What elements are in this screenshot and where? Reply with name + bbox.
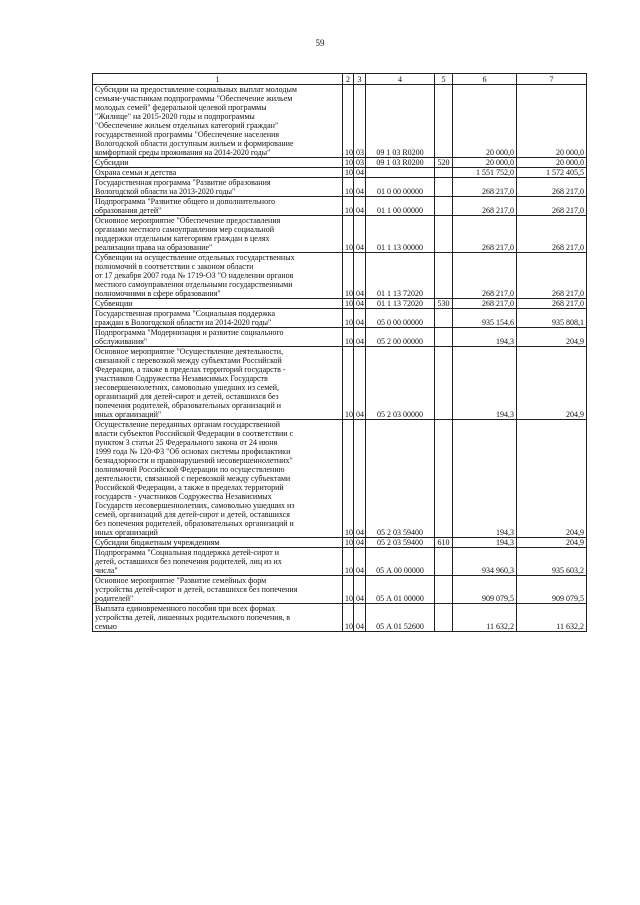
row-subsection-cell: 04 <box>354 178 366 197</box>
row-section-cell: 10 <box>343 328 354 347</box>
row-amount-year1-cell: 194,3 <box>453 347 517 420</box>
row-name-cell: Основное мероприятие "Обеспечение предоставления органами местного самоуправления мер социальной поддержки отдельным категориям граждан в целях реализации права на образование" <box>93 216 343 253</box>
table-row <box>93 178 587 197</box>
table-row <box>93 85 587 158</box>
row-expense-type-cell <box>435 347 453 420</box>
table-row <box>93 309 587 328</box>
row-target-article-cell: 01 1 13 72020 <box>366 299 435 309</box>
row-expense-type-cell <box>435 576 453 604</box>
row-name-cell: Выплата единовременного пособия при всех формах устройства детей, лишенных родительского попечения, в семью <box>93 604 343 632</box>
row-subsection-cell: 04 <box>354 253 366 299</box>
row-name-cell: Субвенции <box>93 299 343 309</box>
row-amount-year1-cell: 1 551 752,0 <box>453 168 517 178</box>
row-name-cell: Государственная программа "Развитие образования Вологодской области на 2013-2020 годы" <box>93 178 343 197</box>
row-amount-year2-cell: 935 808,1 <box>517 309 587 328</box>
row-expense-type-cell <box>435 216 453 253</box>
table-row <box>93 548 587 576</box>
row-name-cell: Субсидии бюджетным учреждениям <box>93 538 343 548</box>
row-target-article-cell: 05 2 00 00000 <box>366 328 435 347</box>
row-section-cell: 10 <box>343 158 354 168</box>
row-target-article-cell: 05 2 03 59400 <box>366 538 435 548</box>
header-col-2: 2 <box>343 74 354 85</box>
row-section-cell: 10 <box>343 604 354 632</box>
row-section-cell: 10 <box>343 216 354 253</box>
row-amount-year1-cell: 934 960,3 <box>453 548 517 576</box>
row-expense-type-cell: 610 <box>435 538 453 548</box>
row-target-article-cell: 05 А 00 00000 <box>366 548 435 576</box>
row-amount-year2-cell: 11 632,2 <box>517 604 587 632</box>
header-col-6: 6 <box>453 74 517 85</box>
row-amount-year2-cell: 268 217,0 <box>517 178 587 197</box>
header-col-4: 4 <box>366 74 435 85</box>
row-section-cell: 10 <box>343 168 354 178</box>
row-subsection-cell: 04 <box>354 197 366 216</box>
row-section-cell: 10 <box>343 309 354 328</box>
row-amount-year2-cell: 204,9 <box>517 538 587 548</box>
row-amount-year1-cell: 268 217,0 <box>453 299 517 309</box>
row-amount-year1-cell: 268 217,0 <box>453 253 517 299</box>
row-subsection-cell: 04 <box>354 420 366 538</box>
row-expense-type-cell <box>435 548 453 576</box>
row-amount-year1-cell: 194,3 <box>453 328 517 347</box>
row-section-cell: 10 <box>343 299 354 309</box>
table-row <box>93 216 587 253</box>
row-amount-year2-cell: 204,9 <box>517 347 587 420</box>
header-col-1: 1 <box>93 74 343 85</box>
row-expense-type-cell <box>435 85 453 158</box>
row-target-article-cell: 05 А 01 00000 <box>366 576 435 604</box>
row-subsection-cell: 04 <box>354 604 366 632</box>
row-amount-year1-cell: 935 154,6 <box>453 309 517 328</box>
row-amount-year1-cell: 268 217,0 <box>453 178 517 197</box>
page-number: 59 <box>315 38 325 48</box>
row-expense-type-cell <box>435 420 453 538</box>
row-section-cell: 10 <box>343 420 354 538</box>
row-section-cell: 10 <box>343 538 354 548</box>
row-name-cell: Субвенции на осуществление отдельных государственных полномочий в соответствии с законом области от 17 декабря 2007 года № 1719-ОЗ "О наделении органов местного самоуправления отдельными государственными полномочиями в сфере образования" <box>93 253 343 299</box>
row-section-cell: 10 <box>343 548 354 576</box>
row-target-article-cell: 09 1 03 R0200 <box>366 85 435 158</box>
row-subsection-cell: 04 <box>354 299 366 309</box>
row-amount-year1-cell: 20 000,0 <box>453 158 517 168</box>
table-row <box>93 347 587 420</box>
row-amount-year1-cell: 11 632,2 <box>453 604 517 632</box>
row-section-cell: 10 <box>343 347 354 420</box>
row-amount-year1-cell: 194,3 <box>453 420 517 538</box>
row-expense-type-cell <box>435 253 453 299</box>
row-expense-type-cell: 520 <box>435 158 453 168</box>
row-expense-type-cell <box>435 604 453 632</box>
row-expense-type-cell <box>435 197 453 216</box>
table-row <box>93 197 587 216</box>
row-section-cell: 10 <box>343 197 354 216</box>
header-col-5: 5 <box>435 74 453 85</box>
row-amount-year2-cell: 20 000,0 <box>517 85 587 158</box>
row-expense-type-cell: 530 <box>435 299 453 309</box>
row-target-article-cell: 05 2 03 59400 <box>366 420 435 538</box>
row-target-article-cell: 01 1 13 00000 <box>366 216 435 253</box>
table-row <box>93 158 587 168</box>
table-row <box>93 420 587 538</box>
row-expense-type-cell <box>435 328 453 347</box>
table-body <box>93 85 587 632</box>
row-amount-year1-cell: 20 000,0 <box>453 85 517 158</box>
row-name-cell: Подпрограмма "Развитие общего и дополнительного образования детей" <box>93 197 343 216</box>
row-amount-year1-cell: 268 217,0 <box>453 216 517 253</box>
row-subsection-cell: 04 <box>354 538 366 548</box>
table-row <box>93 253 587 299</box>
row-amount-year2-cell: 204,9 <box>517 420 587 538</box>
row-subsection-cell: 04 <box>354 347 366 420</box>
row-name-cell: Подпрограмма "Модернизация и развитие социального обслуживания" <box>93 328 343 347</box>
row-amount-year2-cell: 204,9 <box>517 328 587 347</box>
row-subsection-cell: 04 <box>354 328 366 347</box>
row-section-cell: 10 <box>343 253 354 299</box>
row-expense-type-cell <box>435 178 453 197</box>
row-subsection-cell: 04 <box>354 309 366 328</box>
row-target-article-cell: 09 1 03 R0200 <box>366 158 435 168</box>
row-amount-year2-cell: 20 000,0 <box>517 158 587 168</box>
row-target-article-cell: 05 2 03 00000 <box>366 347 435 420</box>
row-target-article-cell: 05 0 00 00000 <box>366 309 435 328</box>
row-subsection-cell: 04 <box>354 548 366 576</box>
row-section-cell: 10 <box>343 576 354 604</box>
row-subsection-cell: 04 <box>354 216 366 253</box>
row-target-article-cell: 01 1 00 00000 <box>366 197 435 216</box>
row-name-cell: Основное мероприятие "Развитие семейных форм устройства детей-сирот и детей, оставшихся без попечения родителей" <box>93 576 343 604</box>
row-amount-year2-cell: 268 217,0 <box>517 197 587 216</box>
row-expense-type-cell <box>435 309 453 328</box>
row-amount-year2-cell: 268 217,0 <box>517 216 587 253</box>
row-name-cell: Субсидии <box>93 158 343 168</box>
row-section-cell: 10 <box>343 85 354 158</box>
row-subsection-cell: 04 <box>354 168 366 178</box>
row-name-cell: Основное мероприятие "Осуществление деятельности, связанной с перевозкой между субъектами Российской Федерации, а также в пределах территорий государств - участников Содружества Независимых Государств несовершеннолетних, самовольно ушедших из семей, организаций для детей-сирот и детей, оставшихся без попечения родителей, образовательных организаций и иных организаций" <box>93 347 343 420</box>
row-subsection-cell: 03 <box>354 158 366 168</box>
row-amount-year1-cell: 194,3 <box>453 538 517 548</box>
table-row <box>93 328 587 347</box>
row-subsection-cell: 04 <box>354 576 366 604</box>
row-target-article-cell <box>366 168 435 178</box>
row-name-cell: Осуществление переданных органам государственной власти субъектов Российской Федерации в соответствии с пунктом 3 статьи 25 Федерального закона от 24 июня 1999 года № 120-ФЗ "Об основах системы профилактики безнадзорности и правонарушений несовершеннолетних" полномочий Российской Федерации по осуществлению деятельности, связанной с перевозкой между субъектами Российской Федерации, а также в пределах территорий государств - участников Содружества Независимых Государств несовершеннолетних, самовольно ушедших из семей, организаций для детей-сирот и детей, оставшихся без попечения родителей, образовательных организаций и иных организаций <box>93 420 343 538</box>
row-target-article-cell: 01 1 13 72020 <box>366 253 435 299</box>
row-target-article-cell: 01 0 00 00000 <box>366 178 435 197</box>
row-amount-year1-cell: 909 079,5 <box>453 576 517 604</box>
row-expense-type-cell <box>435 168 453 178</box>
table-row <box>93 299 587 309</box>
header-col-3: 3 <box>354 74 366 85</box>
row-amount-year2-cell: 909 079,5 <box>517 576 587 604</box>
table-row <box>93 538 587 548</box>
row-target-article-cell: 05 А 01 52600 <box>366 604 435 632</box>
table-row <box>93 576 587 604</box>
table-header-row <box>93 74 587 85</box>
row-subsection-cell: 03 <box>354 85 366 158</box>
table-row <box>93 168 587 178</box>
row-name-cell: Охрана семьи и детства <box>93 168 343 178</box>
row-name-cell: Подпрограмма "Социальная поддержка детей-сирот и детей, оставшихся без попечения родителей, лиц из их числа" <box>93 548 343 576</box>
row-amount-year2-cell: 1 572 405,5 <box>517 168 587 178</box>
row-amount-year1-cell: 268 217,0 <box>453 197 517 216</box>
row-name-cell: Субсидии на предоставление социальных выплат молодым семьям-участникам подпрограммы "Обеспечение жильем молодых семей" федеральной целевой программы "Жилище" на 2015-2020 годы и подпрограммы "Обеспечение жильем отдельных категорий граждан" государственной программы "Обеспечение населения Вологодской области доступным жильем и формирование комфортной среды проживания на 2014-2020 годы" <box>93 85 343 158</box>
row-amount-year2-cell: 935 603,2 <box>517 548 587 576</box>
row-section-cell: 10 <box>343 178 354 197</box>
row-name-cell: Государственная программа "Социальная поддержка граждан в Вологодской области на 2014-2020 годы" <box>93 309 343 328</box>
table-row <box>93 604 587 632</box>
budget-table <box>92 73 587 632</box>
header-col-7: 7 <box>517 74 587 85</box>
row-amount-year2-cell: 268 217,0 <box>517 253 587 299</box>
row-amount-year2-cell: 268 217,0 <box>517 299 587 309</box>
